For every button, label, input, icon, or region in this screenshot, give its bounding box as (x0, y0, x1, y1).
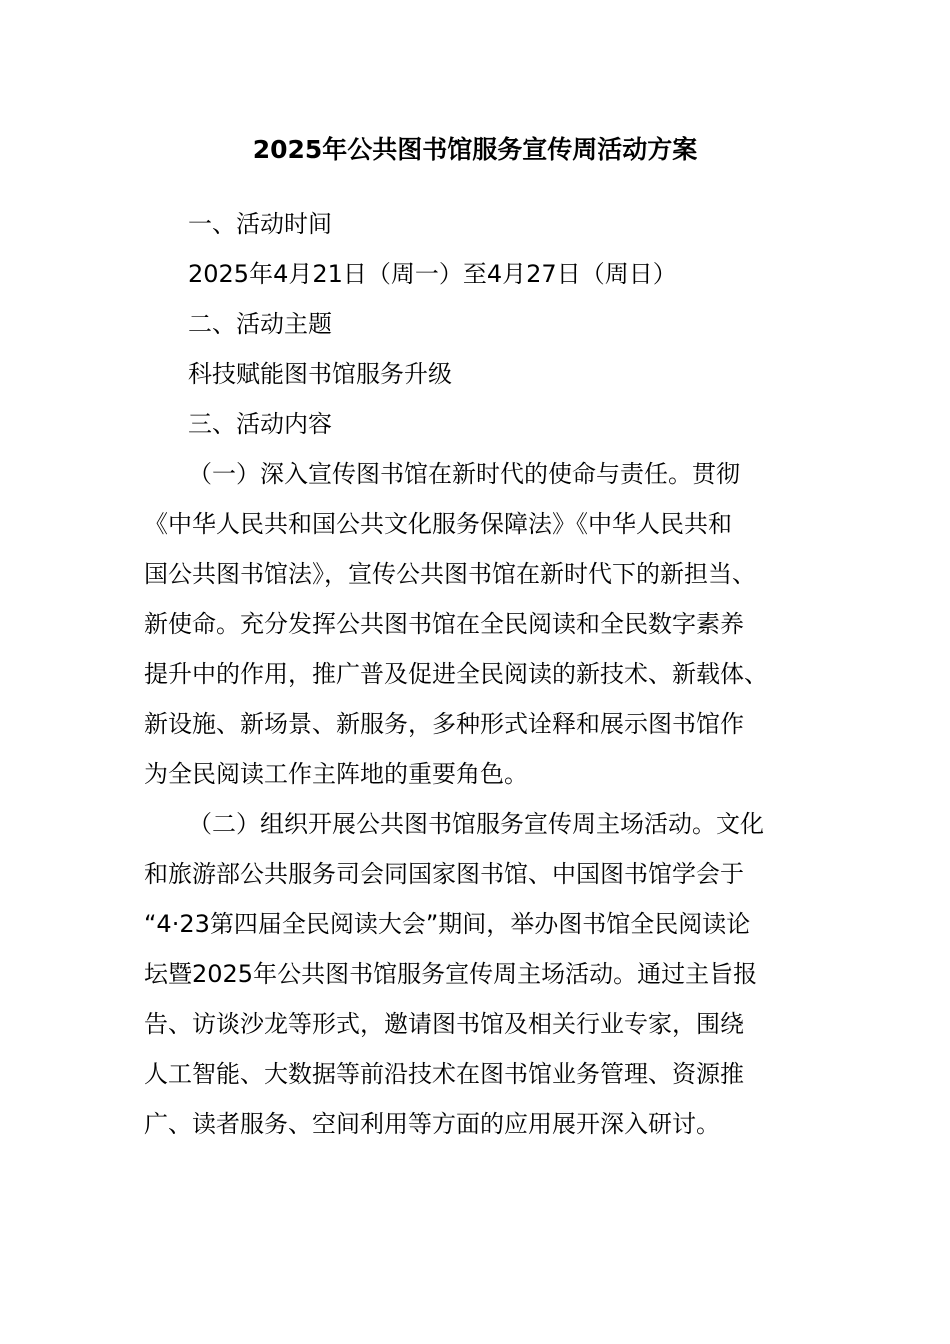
paragraph-line: 《中华人民共和国公共文化服务保障法》《中华人民共和 (144, 510, 732, 538)
paragraph-line: 提升中的作用，推广普及促进全民阅读的新技术、新载体、 (144, 660, 768, 688)
section-content-theme: 科技赋能图书馆服务升级 (188, 360, 452, 388)
paragraph-one (144, 449, 814, 799)
paragraph-line: 为全民阅读工作主阵地的重要角色。 (144, 760, 528, 788)
paragraph-line: 国公共图书馆法》，宣传公共图书馆在新时代下的新担当、 (144, 560, 756, 588)
paragraph-line: 广、读者服务、空间利用等方面的应用展开深入研讨。 (144, 1110, 720, 1138)
section-heading-theme: 二、活动主题 (188, 310, 332, 338)
paragraph-line: （二）组织开展公共图书馆服务宣传周主场活动。文化 (188, 810, 764, 838)
paragraph-line: 新使命。充分发挥公共图书馆在全民阅读和全民数字素养 (144, 610, 744, 638)
paragraph-line: “4·23第四届全民阅读大会”期间，举办图书馆全民阅读论 (144, 910, 751, 938)
paragraph-line: 和旅游部公共服务司会同国家图书馆、中国图书馆学会于 (144, 860, 744, 888)
section-content-time: 2025年4月21日（周一）至4月27日（周日） (188, 260, 677, 288)
section-heading-time: 一、活动时间 (188, 210, 332, 238)
paragraph-line: 新设施、新场景、新服务，多种形式诠释和展示图书馆作 (144, 710, 744, 738)
paragraph-two (144, 799, 814, 1149)
paragraph-line: （一）深入宣传图书馆在新时代的使命与责任。贯彻 (188, 460, 740, 488)
document-title: 2025年公共图书馆服务宣传周活动方案 (252, 135, 698, 164)
paragraph-line: 告、访谈沙龙等形式，邀请图书馆及相关行业专家，围绕 (144, 1010, 744, 1038)
paragraph-line: 坛暨2025年公共图书馆服务宣传周主场活动。通过主旨报 (144, 960, 758, 988)
paragraph-line: 人工智能、大数据等前沿技术在图书馆业务管理、资源推 (144, 1060, 744, 1088)
section-heading-content: 三、活动内容 (188, 410, 332, 438)
